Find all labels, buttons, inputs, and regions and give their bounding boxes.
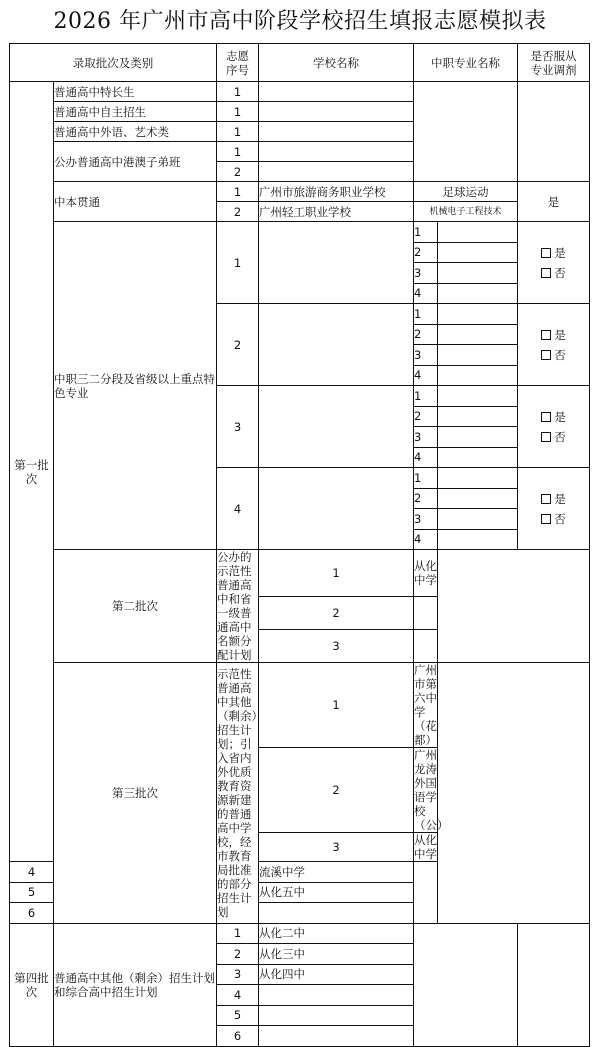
adjust-no-option[interactable]: 否: [541, 345, 566, 365]
adjust-no-option[interactable]: 否: [541, 427, 566, 447]
category-quota-allocation: 公办的示范性普通高中和省一级普通高中名额分配计划: [217, 550, 259, 663]
seq-number: 2: [217, 304, 259, 386]
checkbox-icon[interactable]: [541, 248, 551, 258]
major-field[interactable]: [438, 427, 518, 448]
category-foreign-art: 普通高中外语、艺术类: [54, 122, 217, 142]
checkbox-icon[interactable]: [541, 350, 551, 360]
major-seq: 2: [414, 242, 438, 263]
major-seq: 1: [414, 468, 438, 489]
major-field[interactable]: 足球运动: [414, 182, 518, 202]
adjust-no-option[interactable]: 否: [541, 263, 566, 283]
school-field[interactable]: [259, 102, 414, 122]
major-seq: 3: [414, 263, 438, 284]
batch-first-label: 第一批次: [10, 82, 54, 862]
school-field[interactable]: [259, 386, 414, 468]
school-field[interactable]: [259, 304, 414, 386]
category-self-enrollment: 普通高中自主招生: [54, 102, 217, 122]
major-field[interactable]: 机械电子工程技术: [414, 202, 518, 222]
seq-number: 2: [217, 202, 259, 222]
major-seq: 4: [414, 529, 438, 550]
adjust-checkbox-group: [518, 386, 590, 468]
major-field[interactable]: [438, 242, 518, 263]
seq-number: 3: [217, 964, 259, 985]
major-seq: 2: [414, 406, 438, 427]
seq-number: 4: [217, 468, 259, 550]
seq-number: 6: [10, 903, 54, 924]
adjust-checkbox-group: [518, 222, 590, 304]
seq-number: 1: [259, 663, 414, 748]
school-field[interactable]: 广州市旅游商务职业学校: [259, 182, 414, 202]
seq-number: 2: [217, 162, 259, 182]
header-school: 学校名称: [259, 44, 414, 82]
header-category: 录取批次及类别: [10, 44, 217, 82]
header-seq: 志愿 序号: [217, 44, 259, 82]
major-field[interactable]: [438, 468, 518, 489]
major-seq: 1: [414, 222, 438, 243]
checkbox-icon[interactable]: [541, 330, 551, 340]
major-field[interactable]: [438, 304, 518, 325]
major-seq: 2: [414, 488, 438, 509]
adjust-yes-option[interactable]: 是: [541, 325, 566, 345]
school-field[interactable]: 广州龙涛外国语学校（公）: [414, 748, 449, 832]
school-field[interactable]: [259, 142, 414, 162]
school-field[interactable]: 广州轻工职业学校: [259, 202, 414, 222]
seq-number: 5: [217, 1005, 259, 1026]
major-field-blank: [438, 663, 590, 924]
school-field[interactable]: 从化四中: [259, 964, 414, 985]
school-field[interactable]: [259, 1005, 414, 1026]
checkbox-icon[interactable]: [541, 494, 551, 504]
school-field[interactable]: 从化三中: [259, 944, 414, 965]
major-field[interactable]: [438, 386, 518, 407]
application-form-table: [9, 43, 590, 1047]
major-field[interactable]: [438, 324, 518, 345]
adjust-yes-option[interactable]: 是: [541, 243, 566, 263]
school-field[interactable]: [259, 222, 414, 304]
checkbox-icon[interactable]: [541, 514, 551, 524]
seq-number: 1: [217, 82, 259, 102]
checkbox-icon[interactable]: [541, 268, 551, 278]
major-seq: 1: [414, 386, 438, 407]
batch-second-label: 第二批次: [54, 550, 217, 663]
seq-number: 3: [259, 833, 414, 862]
school-field[interactable]: [259, 985, 414, 1006]
header-major: 中职专业名称: [414, 44, 518, 82]
major-field[interactable]: [438, 365, 518, 386]
school-field[interactable]: [414, 630, 438, 663]
school-field[interactable]: [259, 82, 414, 102]
school-field[interactable]: [259, 1026, 414, 1047]
major-field[interactable]: [438, 488, 518, 509]
seq-number: 2: [259, 597, 414, 630]
school-field[interactable]: 从化五中: [259, 882, 414, 903]
major-field-blank: [414, 923, 518, 1046]
school-field[interactable]: 从化中学: [414, 833, 437, 861]
seq-number: 5: [10, 882, 54, 903]
major-field-blank: [414, 82, 518, 182]
major-field[interactable]: [438, 263, 518, 284]
school-field[interactable]: 从化中学: [414, 550, 438, 597]
category-comprehensive: 普通高中其他（剩余）招生计划和综合高中招生计划: [54, 923, 217, 1046]
category-remaining-plan: 示范性普通高中其他（剩余）招生计划；引入省内外优质教育资源新建的普通高中学校，经市教育局批准的部分招生计划: [217, 663, 259, 924]
page-title: 2026 年广州市高中阶段学校招生填报志愿模拟表: [53, 9, 547, 34]
adjust-checkbox-group: [518, 304, 590, 386]
major-seq: 3: [414, 509, 438, 530]
major-seq: 4: [414, 365, 438, 386]
major-seq: 2: [414, 324, 438, 345]
category-special-student: 普通高中特长生: [54, 82, 217, 102]
school-field[interactable]: [259, 162, 414, 182]
major-seq: 3: [414, 427, 438, 448]
school-field[interactable]: [259, 468, 414, 550]
major-seq: 1: [414, 304, 438, 325]
major-field[interactable]: [438, 447, 518, 468]
school-field[interactable]: 广州市第六中学（花都）: [414, 663, 437, 747]
seq-number: 1: [217, 182, 259, 202]
major-field[interactable]: [438, 509, 518, 530]
school-field[interactable]: [414, 597, 438, 630]
major-field[interactable]: [438, 345, 518, 366]
school-field[interactable]: [259, 122, 414, 142]
seq-number: 2: [259, 748, 414, 833]
category-vocational: 中职三二分段及省级以上重点特色专业: [54, 222, 217, 550]
seq-number: 2: [217, 944, 259, 965]
seq-number: 3: [217, 386, 259, 468]
adjust-yes-option[interactable]: 是: [541, 407, 566, 427]
header-row: [10, 44, 590, 82]
seq-number: 1: [259, 550, 414, 597]
major-field[interactable]: [438, 283, 518, 304]
seq-number: 3: [259, 630, 414, 663]
checkbox-icon[interactable]: [541, 412, 551, 422]
adjust-field-blank: [518, 923, 590, 1046]
seq-number: 1: [217, 122, 259, 142]
adjust-no-option[interactable]: 否: [541, 509, 566, 529]
school-field[interactable]: 流溪中学: [259, 862, 414, 883]
adjust-field-blank: [518, 82, 590, 182]
major-field[interactable]: [438, 222, 518, 243]
category-hk-macau: 公办普通高中港澳子弟班: [54, 142, 217, 182]
major-seq: 4: [414, 283, 438, 304]
school-field[interactable]: [259, 903, 414, 924]
seq-number: 6: [217, 1026, 259, 1047]
adjust-answer[interactable]: 是: [518, 182, 590, 222]
adjust-yes-option[interactable]: 是: [541, 489, 566, 509]
major-field[interactable]: [438, 529, 518, 550]
seq-number: 4: [10, 862, 54, 883]
major-seq: 4: [414, 447, 438, 468]
school-field[interactable]: 从化二中: [259, 923, 414, 944]
seq-number: 4: [217, 985, 259, 1006]
major-seq: 3: [414, 345, 438, 366]
seq-number: 1: [217, 222, 259, 304]
seq-number: 1: [217, 142, 259, 162]
header-adjust: 是否服从 专业调剂: [518, 44, 590, 82]
adjust-checkbox-group: [518, 468, 590, 550]
category-zhongben: 中本贯通: [54, 182, 217, 222]
major-field-blank: [438, 550, 590, 663]
seq-number: 1: [217, 102, 259, 122]
checkbox-icon[interactable]: [541, 432, 551, 442]
batch-fourth-label: 第四批次: [10, 923, 54, 1046]
seq-number: 1: [217, 923, 259, 944]
batch-third-label: 第三批次: [54, 663, 217, 924]
major-field[interactable]: [438, 406, 518, 427]
